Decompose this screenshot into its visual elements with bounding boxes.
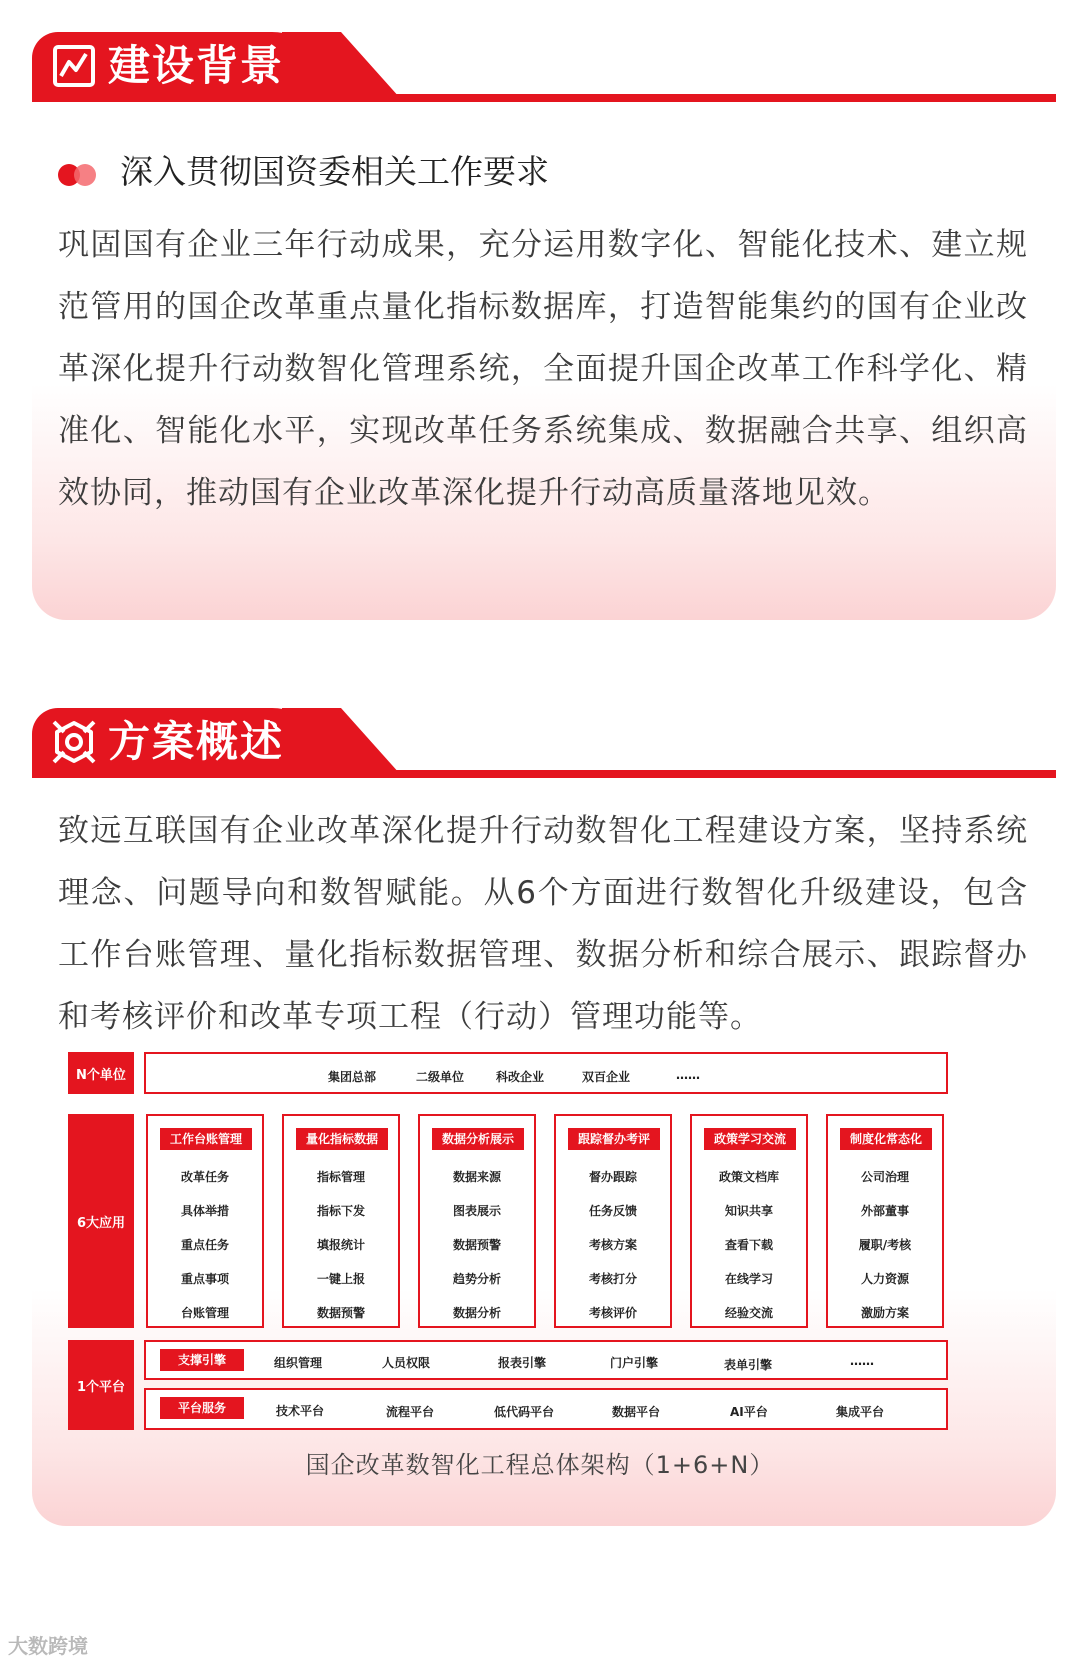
app-item: 考核评价 [588, 1306, 637, 1320]
app-item: 政策文档库 [718, 1170, 779, 1184]
app-item: 知识共享 [724, 1204, 773, 1218]
chart-line-icon [52, 44, 96, 88]
apps-row [64, 1050, 1024, 1320]
section-title: 建设背景 [108, 41, 285, 90]
app-item: 趋势分析 [452, 1272, 501, 1286]
app-item: 履职/考核 [858, 1238, 912, 1252]
app-column [146, 1114, 264, 1328]
app-title: 数据分析展示 [432, 1128, 524, 1150]
app-item: 激励方案 [860, 1306, 909, 1320]
app-column [826, 1114, 944, 1328]
hexagon-gear-icon [52, 720, 96, 764]
app-item: 外部董事 [860, 1204, 909, 1218]
app-item: 公司治理 [860, 1170, 909, 1184]
app-column [554, 1114, 672, 1328]
overview-paragraph: 致远互联国有企业改革深化提升行动数智化工程建设方案，坚持系统理念、问题导向和数智赋能。从6个方面进行数智化升级建设，包含工作台账管理、量化指标数据管理、数据分析和综合展示、跟踪督办和考核评价和改革专项工程（行动）管理功能等。 [58, 813, 1028, 1035]
app-title: 制度化常态化 [840, 1128, 932, 1150]
app-item: 查看下载 [724, 1238, 773, 1252]
section-header-overview [32, 708, 1056, 780]
watermark: 大数跨境 [8, 1634, 88, 1658]
services-label: 平台服务 [160, 1397, 244, 1419]
app-item: 数据预警 [316, 1306, 365, 1320]
service-item: 集成平台 [836, 1405, 885, 1419]
platform-label: 1个平台 [68, 1340, 134, 1430]
app-item: 图表展示 [452, 1204, 501, 1218]
unit-item: 双百企业 [582, 1070, 631, 1084]
diagram-caption: 国企改革数智化工程总体架构（1+6+N） [305, 1451, 775, 1479]
app-column [282, 1114, 400, 1328]
engine-item: …… [850, 1354, 874, 1368]
app-column [418, 1114, 536, 1328]
app-item: 具体举措 [180, 1204, 229, 1218]
services-row [144, 1388, 948, 1430]
unit-item: 科改企业 [496, 1070, 545, 1084]
engine-item: 组织管理 [274, 1356, 323, 1370]
engine-row [144, 1340, 948, 1380]
apps-label: 6大应用 [68, 1114, 134, 1328]
app-item: 数据分析 [452, 1306, 501, 1320]
service-item: 技术平台 [276, 1404, 325, 1418]
app-item: 改革任务 [180, 1170, 229, 1184]
engine-item: 表单引擎 [724, 1358, 773, 1372]
app-item: 经验交流 [724, 1306, 773, 1320]
unit-item: 二级单位 [416, 1070, 465, 1084]
service-item: 数据平台 [612, 1405, 661, 1419]
app-item: 人力资源 [860, 1272, 909, 1286]
section-title: 方案概述 [108, 717, 285, 766]
app-column [690, 1114, 808, 1328]
bullet-dot-icon [74, 164, 96, 186]
unit-item: …… [676, 1068, 700, 1082]
engine-item: 人员权限 [382, 1356, 431, 1370]
app-item: 指标管理 [316, 1170, 365, 1184]
app-item: 台账管理 [180, 1306, 229, 1320]
engine-label: 支撑引擎 [160, 1349, 244, 1371]
app-item: 考核方案 [588, 1238, 637, 1252]
engine-item: 门户引擎 [610, 1356, 659, 1370]
app-title: 工作台账管理 [160, 1128, 252, 1150]
app-item: 在线学习 [724, 1272, 773, 1286]
units-label: N个单位 [68, 1052, 134, 1094]
app-item: 考核打分 [588, 1272, 637, 1286]
app-item: 重点事项 [180, 1272, 229, 1286]
service-item: 流程平台 [386, 1405, 435, 1419]
app-item: 数据来源 [452, 1170, 501, 1184]
app-title: 量化指标数据 [296, 1128, 388, 1150]
app-item: 数据预警 [452, 1238, 501, 1252]
engine-item: 报表引擎 [498, 1356, 547, 1370]
app-title: 跟踪督办考评 [568, 1128, 660, 1150]
app-item: 填报统计 [316, 1238, 365, 1252]
app-item: 重点任务 [180, 1238, 229, 1252]
app-item: 一键上报 [316, 1272, 365, 1286]
app-item: 任务反馈 [588, 1204, 637, 1218]
section-header-background [32, 32, 1056, 104]
unit-item: 集团总部 [328, 1070, 377, 1084]
background-paragraph: 巩固国有企业三年行动成果，充分运用数字化、智能化技术、建立规范管用的国企改革重点量化指标数据库，打造智能集约的国有企业改革深化提升行动数智化管理系统，全面提升国企改革工作科学化、精准化、智能化水平，实现改革任务系统集成、数据融合共享、组织高效协同，推动国有企业改革深化提升行动高质量落地见效。 [58, 227, 1028, 511]
app-title: 政策学习交流 [704, 1128, 796, 1150]
app-item: 指标下发 [316, 1204, 365, 1218]
app-item: 督办跟踪 [588, 1170, 637, 1184]
service-item: AI平台 [730, 1405, 768, 1419]
service-item: 低代码平台 [494, 1405, 555, 1419]
